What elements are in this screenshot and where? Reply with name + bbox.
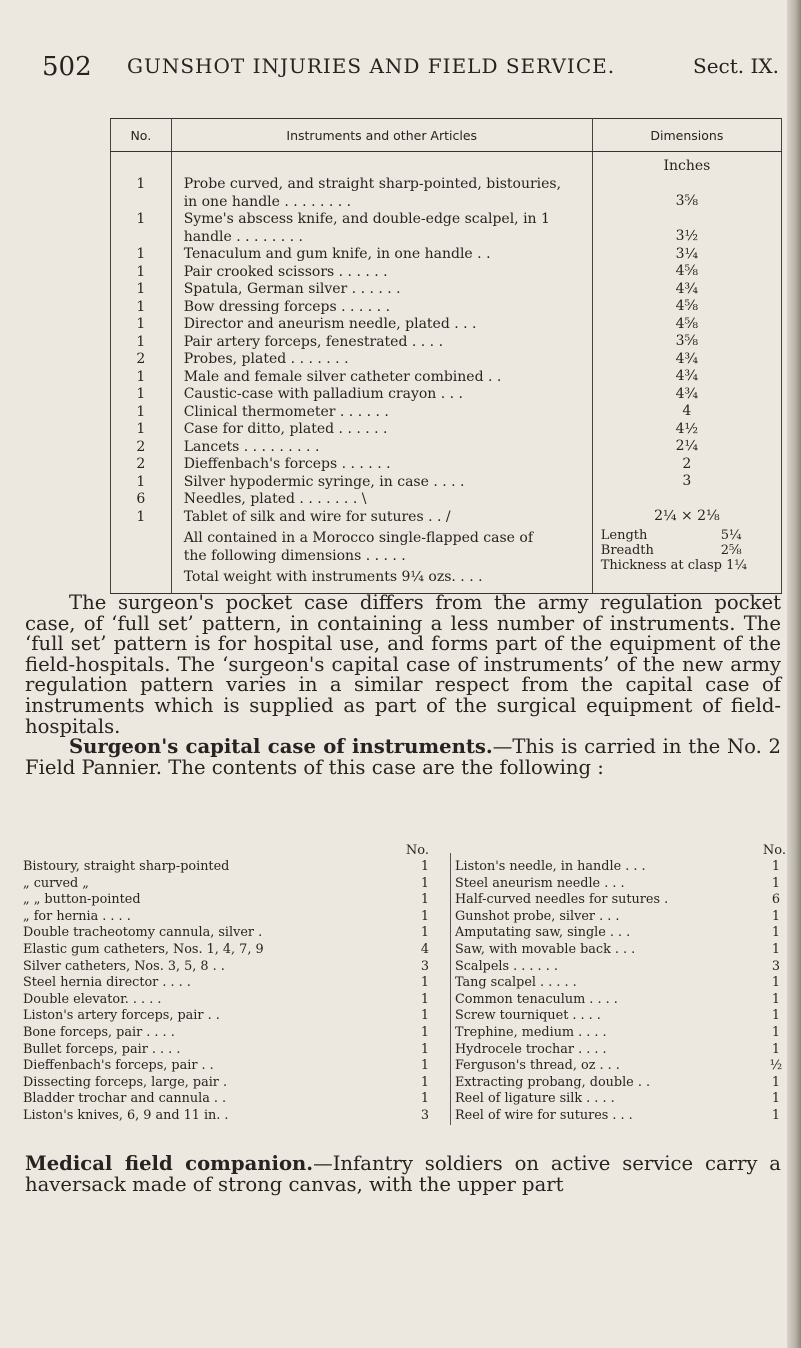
row-article: Dieffenbach's forceps . . . . . . (183, 456, 391, 472)
row-article: Lancets . . . . . . . . . (183, 438, 320, 455)
item-name: Bladder trochar and cannula . . (23, 1091, 227, 1107)
row-article: Spatula, German silver . . . . . . (183, 281, 401, 297)
list-item (455, 892, 788, 909)
item-name: Liston's knives, 6, 9 and 11 in. . (23, 1107, 229, 1123)
case-dim-label: Length (600, 527, 648, 543)
item-quantity: 1 (420, 975, 430, 991)
item-name: Dieffenbach's forceps, pair . . (23, 1058, 214, 1074)
row-dimension: 4¾ (675, 368, 699, 384)
list-item (455, 909, 788, 926)
item-name: Hydrocele trochar . . . . (455, 1041, 607, 1057)
row-dimension (593, 176, 781, 194)
row-number: 1 (136, 298, 146, 315)
item-name: Reel of ligature silk . . . . (455, 1091, 615, 1107)
item-name: Extracting probang, double . . (455, 1074, 651, 1090)
left-no-header: No. (405, 843, 429, 858)
row-number: 2 (136, 438, 146, 455)
row-dimension (593, 491, 781, 509)
row-number: 1 (136, 333, 146, 350)
row-article: Pair crooked scissors . . . . . . (183, 263, 388, 280)
row-number: 1 (136, 246, 146, 262)
item-quantity: 1 (420, 925, 430, 941)
row-number: 2 (136, 456, 146, 472)
item-quantity: 1 (771, 859, 781, 874)
row-number: 1 (136, 316, 146, 332)
item-quantity: 1 (420, 1041, 430, 1057)
item-quantity: 1 (771, 1008, 781, 1024)
header-dimensions: Dimensions (592, 119, 781, 152)
field-companion-heading: Medical field companion. (25, 1152, 314, 1175)
case-line-2: the following dimensions . . . . . (183, 547, 406, 564)
row-article: Director and aneurism needle, plated . . . (183, 316, 477, 332)
no-column (111, 152, 172, 594)
item-quantity: 1 (771, 875, 781, 891)
list-item (455, 1108, 788, 1125)
paragraph-capital-case (25, 737, 781, 778)
item-quantity: 1 (771, 1024, 781, 1040)
row-number: 2 (136, 351, 146, 367)
item-quantity: 1 (771, 908, 781, 924)
list-item (23, 1025, 437, 1042)
list-item (455, 975, 788, 992)
item-name: Gunshot probe, silver . . . (455, 908, 620, 924)
contents-left-column (23, 843, 437, 1125)
list-item (23, 1075, 437, 1092)
item-quantity: 1 (420, 1008, 430, 1024)
case-dim-label: Breadth (600, 542, 654, 558)
row-number: 1 (136, 368, 146, 385)
item-name: Silver catheters, Nos. 3, 5, 8 . . (23, 958, 225, 974)
list-item (455, 1075, 788, 1092)
list-item (455, 959, 788, 976)
item-quantity: 3 (420, 1107, 430, 1123)
instruments-table (110, 118, 782, 594)
list-item (455, 1058, 788, 1075)
list-item (455, 876, 788, 893)
row-article: Bow dressing forceps . . . . . . (183, 298, 391, 315)
row-article: Caustic-case with palladium crayon . . . (183, 386, 464, 402)
row-number: 1 (136, 421, 146, 437)
item-quantity: 1 (771, 1074, 781, 1090)
item-name: Scalpels . . . . . . (455, 958, 558, 974)
item-name: Bullet forceps, pair . . . . (23, 1041, 181, 1057)
list-item (23, 876, 437, 893)
list-item (23, 1058, 437, 1075)
row-number: 1 (136, 281, 146, 297)
list-item (455, 942, 788, 959)
item-quantity: 1 (771, 941, 781, 957)
row-article: in one handle . . . . . . . . (183, 193, 352, 210)
item-quantity: 1 (771, 991, 781, 1007)
case-dim-value: 1¼ (726, 557, 747, 573)
contents-right-column (450, 843, 788, 1125)
item-name: Saw, with movable back . . . (455, 941, 636, 957)
item-name: Elastic gum catheters, Nos. 1, 4, 7, 9 (23, 941, 264, 957)
section-label: Sect. IX. (693, 54, 779, 78)
item-name: Tang scalpel . . . . . (455, 975, 577, 991)
list-item (455, 992, 788, 1009)
header-no: No. (111, 119, 172, 152)
item-quantity: 1 (420, 875, 430, 891)
page-header (42, 52, 789, 92)
row-number: 1 (136, 508, 146, 525)
item-name: „ for hernia . . . . (23, 908, 131, 924)
item-name: Bistoury, straight sharp-pointed (23, 859, 230, 874)
list-item (455, 1025, 788, 1042)
item-quantity: 1 (420, 859, 430, 874)
row-dimension: 3¼ (675, 245, 699, 262)
case-dim-value: 5¼ (720, 527, 742, 543)
list-item (23, 1108, 437, 1125)
row-article: Clinical thermometer . . . . . . (183, 403, 389, 420)
item-quantity: 1 (420, 892, 430, 908)
item-name: Double elevator. . . . . (23, 991, 162, 1007)
item-quantity: 1 (771, 975, 781, 991)
row-article: Male and female silver catheter combined . . (183, 368, 502, 385)
item-name: Liston's needle, in handle . . . (455, 859, 646, 874)
item-quantity: 1 (420, 991, 430, 1007)
list-item (455, 1091, 788, 1108)
paragraph-field-companion (25, 1154, 781, 1195)
row-article: Tablet of silk and wire for sutures . . / (183, 508, 451, 525)
list-item (23, 1008, 437, 1025)
item-name: Half-curved needles for sutures . (455, 892, 669, 908)
paragraph-pocket-case: The surgeon's pocket case differs from the army regulation pocket case, of ‘full set’ pattern, in containing a less number of instruments. The ‘full set’ pattern is for hospital use, and forms part of the equipment of the field-hospitals. The ‘surgeon's capital case of instruments’ of the new army regulation pattern varies in a similar respect from the capital case of instruments which is supplied as part of the surgical equipment of field-hospitals. (25, 591, 781, 738)
list-item (23, 1091, 437, 1108)
row-article: Probes, plated . . . . . . . (183, 351, 349, 367)
item-quantity: 3 (420, 958, 430, 974)
list-item (23, 959, 437, 976)
row-article: Syme's abscess knife, and double-edge scalpel, in 1 (183, 211, 550, 227)
page-number: 502 (42, 52, 92, 82)
list-item (455, 859, 788, 876)
dimensions-column (592, 152, 781, 594)
row-dimension: 4 (682, 403, 692, 419)
item-name: Dissecting forceps, large, pair . (23, 1074, 228, 1090)
row-dimension (593, 211, 781, 229)
item-quantity: 1 (771, 1041, 781, 1057)
item-quantity: 4 (420, 941, 430, 957)
row-article: Probe curved, and straight sharp-pointed, bistouries, (183, 176, 562, 192)
row-number: 1 (136, 386, 146, 402)
row-number: 1 (136, 211, 146, 227)
item-quantity: 1 (420, 908, 430, 924)
item-name: Steel hernia director . . . . (23, 975, 191, 991)
case-line-1: All contained in a Morocco single-flapped case of (183, 530, 533, 546)
item-quantity: 1 (771, 1091, 781, 1107)
page-edge (787, 0, 801, 1348)
item-quantity: 3 (771, 958, 781, 974)
row-number (111, 194, 171, 212)
list-item (455, 1042, 788, 1059)
right-no-header: No. (762, 843, 786, 858)
header-articles: Instruments and other Articles (171, 119, 592, 152)
item-name: Reel of wire for sutures . . . (455, 1107, 633, 1123)
row-dimension: 4¾ (675, 385, 699, 402)
item-name: „ curved „ (23, 875, 89, 891)
item-name: Amputating saw, single . . . (455, 925, 631, 941)
row-dimension: 4¾ (675, 280, 699, 297)
row-dimension: 2 (682, 455, 692, 472)
body-text (25, 593, 781, 778)
row-article: Case for ditto, plated . . . . . . (183, 421, 388, 437)
row-number: 1 (136, 176, 146, 192)
list-item (455, 1008, 788, 1025)
list-item (23, 925, 437, 942)
case-dim-label: Thickness at clasp (600, 557, 722, 573)
item-name: Common tenaculum . . . . (455, 991, 618, 1007)
row-dimension: 2¼ × 2⅛ (654, 508, 720, 524)
item-quantity: 1 (420, 1074, 430, 1090)
row-dimension: 3½ (675, 228, 699, 244)
row-article: Needles, plated . . . . . . . \ (183, 491, 367, 507)
item-name: Liston's artery forceps, pair . . (23, 1008, 220, 1024)
item-name: Double tracheotomy cannula, silver . (23, 925, 263, 941)
row-article: Pair artery forceps, fenestrated . . . . (183, 333, 444, 350)
row-dimension: 4¾ (675, 350, 699, 367)
list-item (23, 859, 437, 876)
row-number: 6 (136, 491, 146, 507)
capital-case-text: —This is carried in the No. 2 Field Pannier. The contents of this case are the following : (25, 735, 781, 779)
articles-column (171, 152, 592, 594)
row-dimension: 4⅝ (675, 298, 699, 314)
item-name: Ferguson's thread, oz . . . (455, 1058, 620, 1074)
item-quantity: ½ (769, 1058, 783, 1074)
item-quantity: 6 (771, 892, 781, 908)
row-dimension: 4⅝ (675, 263, 699, 279)
row-dimension: 3⅝ (675, 193, 699, 209)
item-quantity: 1 (420, 1058, 430, 1074)
row-dimension: 3⅝ (675, 333, 699, 349)
row-number: 1 (136, 403, 146, 420)
item-quantity: 1 (771, 925, 781, 941)
row-article: Tenaculum and gum knife, in one handle . . (183, 246, 491, 262)
item-name: „ „ button-pointed (23, 892, 141, 908)
capital-case-heading: Surgeon's capital case of instruments. (69, 735, 493, 759)
list-item (23, 992, 437, 1009)
row-article: Silver hypodermic syringe, in case . . . . (183, 473, 465, 490)
row-article: handle . . . . . . . . (183, 228, 303, 245)
list-item (455, 925, 788, 942)
case-dimensions (593, 528, 781, 573)
item-name: Steel aneurism needle . . . (455, 875, 625, 891)
total-weight: Total weight with instruments 9¼ ozs. . . . (183, 569, 483, 585)
item-name: Trephine, medium . . . . (455, 1024, 607, 1040)
item-name: Screw tourniquet . . . . (455, 1008, 601, 1024)
running-title: GUNSHOT INJURIES AND FIELD SERVICE. (127, 54, 616, 78)
units-label: Inches (663, 158, 711, 174)
list-item (23, 909, 437, 926)
case-dim-value: 2⅝ (720, 542, 742, 558)
list-item (23, 1042, 437, 1059)
row-dimension: 4½ (675, 420, 699, 437)
field-companion-text: —Infantry soldiers on active service carry a haversack made of strong canvas, with the upper part (25, 1152, 781, 1196)
row-dimension: 4⅝ (675, 315, 699, 332)
item-name: Bone forceps, pair . . . . (23, 1024, 175, 1040)
list-item (23, 975, 437, 992)
row-dimension: 3 (682, 473, 692, 489)
item-quantity: 1 (420, 1091, 430, 1107)
item-quantity: 1 (420, 1024, 430, 1040)
item-quantity: 1 (771, 1107, 781, 1123)
list-item (23, 892, 437, 909)
row-dimension: 2¼ (675, 438, 699, 454)
row-number (111, 229, 171, 247)
row-number: 1 (136, 263, 146, 280)
row-number: 1 (136, 473, 146, 490)
list-item (23, 942, 437, 959)
